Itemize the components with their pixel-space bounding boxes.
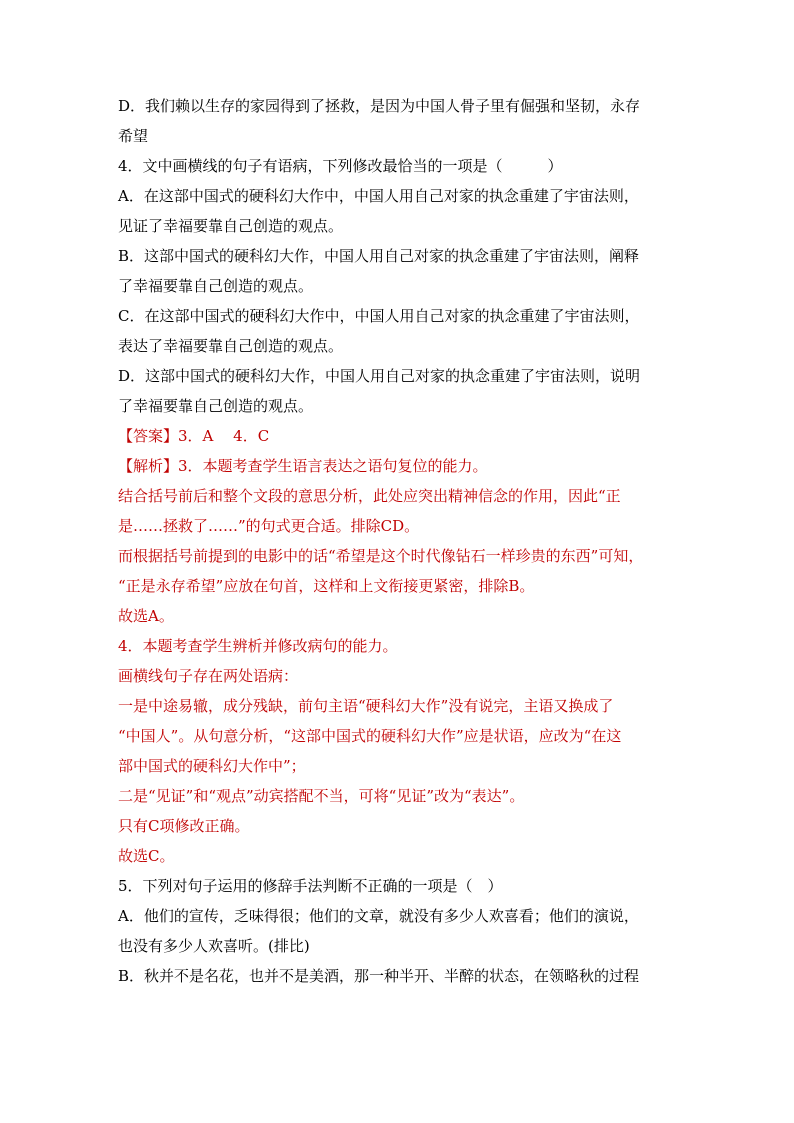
text-line: 表达了幸福要靠自己创造的观点。 bbox=[118, 337, 344, 355]
analysis-text: 只有C项修改正确。 bbox=[118, 817, 250, 835]
question-5-stem: 5．下列对句子运用的修辞手法判断不正确的一项是（ ） bbox=[118, 877, 503, 895]
analysis-text: 部中国式的硬科幻大作中”； bbox=[118, 757, 306, 775]
answer-line bbox=[118, 421, 684, 451]
option-d: D．这部中国式的硬科幻大作，中国人用自己对家的执念重建了宇宙法则，说明 bbox=[118, 367, 641, 385]
text-line: 了幸福要靠自己创造的观点。 bbox=[118, 277, 314, 295]
question-4-stem: 4．文中画横线的句子有语病，下列修改最恰当的一项是（ ） bbox=[118, 157, 563, 175]
option-a: A．他们的宣传，乏味得很；他们的文章，就没有多少人欢喜看；他们的演说， bbox=[118, 907, 639, 925]
text-line: D．我们赖以生存的家园得到了拯救，是因为中国人骨子里有倔强和坚韧，永存 bbox=[118, 97, 641, 115]
analysis-text: “正是永存希望”应放在句首，这样和上文衔接更紧密，排除B。 bbox=[118, 577, 535, 595]
text-line: 希望 bbox=[118, 127, 149, 145]
answer-text: 3．A 4．C bbox=[178, 427, 270, 445]
analysis-text: 画横线句子存在两处语病： bbox=[118, 667, 299, 685]
analysis-text: 故选C。 bbox=[118, 847, 175, 865]
analysis-text: 一是中途易辙，成分残缺，前句主语“硬科幻大作”没有说完，主语又换成了 bbox=[118, 697, 614, 715]
analysis-text: 结合括号前后和整个文段的意思分析，此处应突出精神信念的作用，因此“正 bbox=[118, 487, 621, 505]
document-body bbox=[118, 91, 684, 991]
analysis-line bbox=[118, 451, 684, 481]
analysis-text: “中国人”。从句意分析，“这部中国式的硬科幻大作”应是状语，应改为“在这 bbox=[118, 727, 622, 745]
text-line: 也没有多少人欢喜听。(排比) bbox=[118, 937, 310, 955]
analysis-text: 4．本题考查学生辨析并修改病句的能力。 bbox=[118, 637, 398, 655]
option-a: A．在这部中国式的硬科幻大作中，中国人用自己对家的执念重建了宇宙法则， bbox=[118, 187, 639, 205]
analysis-text: 二是“见证”和“观点”动宾搭配不当，可将“见证”改为“表达”。 bbox=[118, 787, 525, 805]
option-c: C．在这部中国式的硬科幻大作中，中国人用自己对家的执念重建了宇宙法则， bbox=[118, 307, 640, 325]
analysis-text: 3．本题考查学生语言表达之语句复位的能力。 bbox=[178, 457, 488, 475]
text-line: 了幸福要靠自己创造的观点。 bbox=[118, 397, 314, 415]
analysis-text: 是……拯救了……”的句式更合适。排除CD。 bbox=[118, 517, 420, 535]
analysis-text: 故选A。 bbox=[118, 607, 174, 625]
option-b: B．秋并不是名花，也并不是美酒，那一种半开、半醉的状态，在领略秋的过程 bbox=[118, 967, 640, 985]
answer-tag: 【答案】 bbox=[118, 427, 179, 445]
option-b: B．这部中国式的硬科幻大作，中国人用自己对家的执念重建了宇宙法则，阐释 bbox=[118, 247, 640, 265]
analysis-text: 而根据括号前提到的电影中的话“希望是这个时代像钻石一样珍贵的东西”可知， bbox=[118, 547, 644, 565]
text-line: 见证了幸福要靠自己创造的观点。 bbox=[118, 217, 344, 235]
analysis-tag: 【解析】 bbox=[118, 457, 179, 475]
